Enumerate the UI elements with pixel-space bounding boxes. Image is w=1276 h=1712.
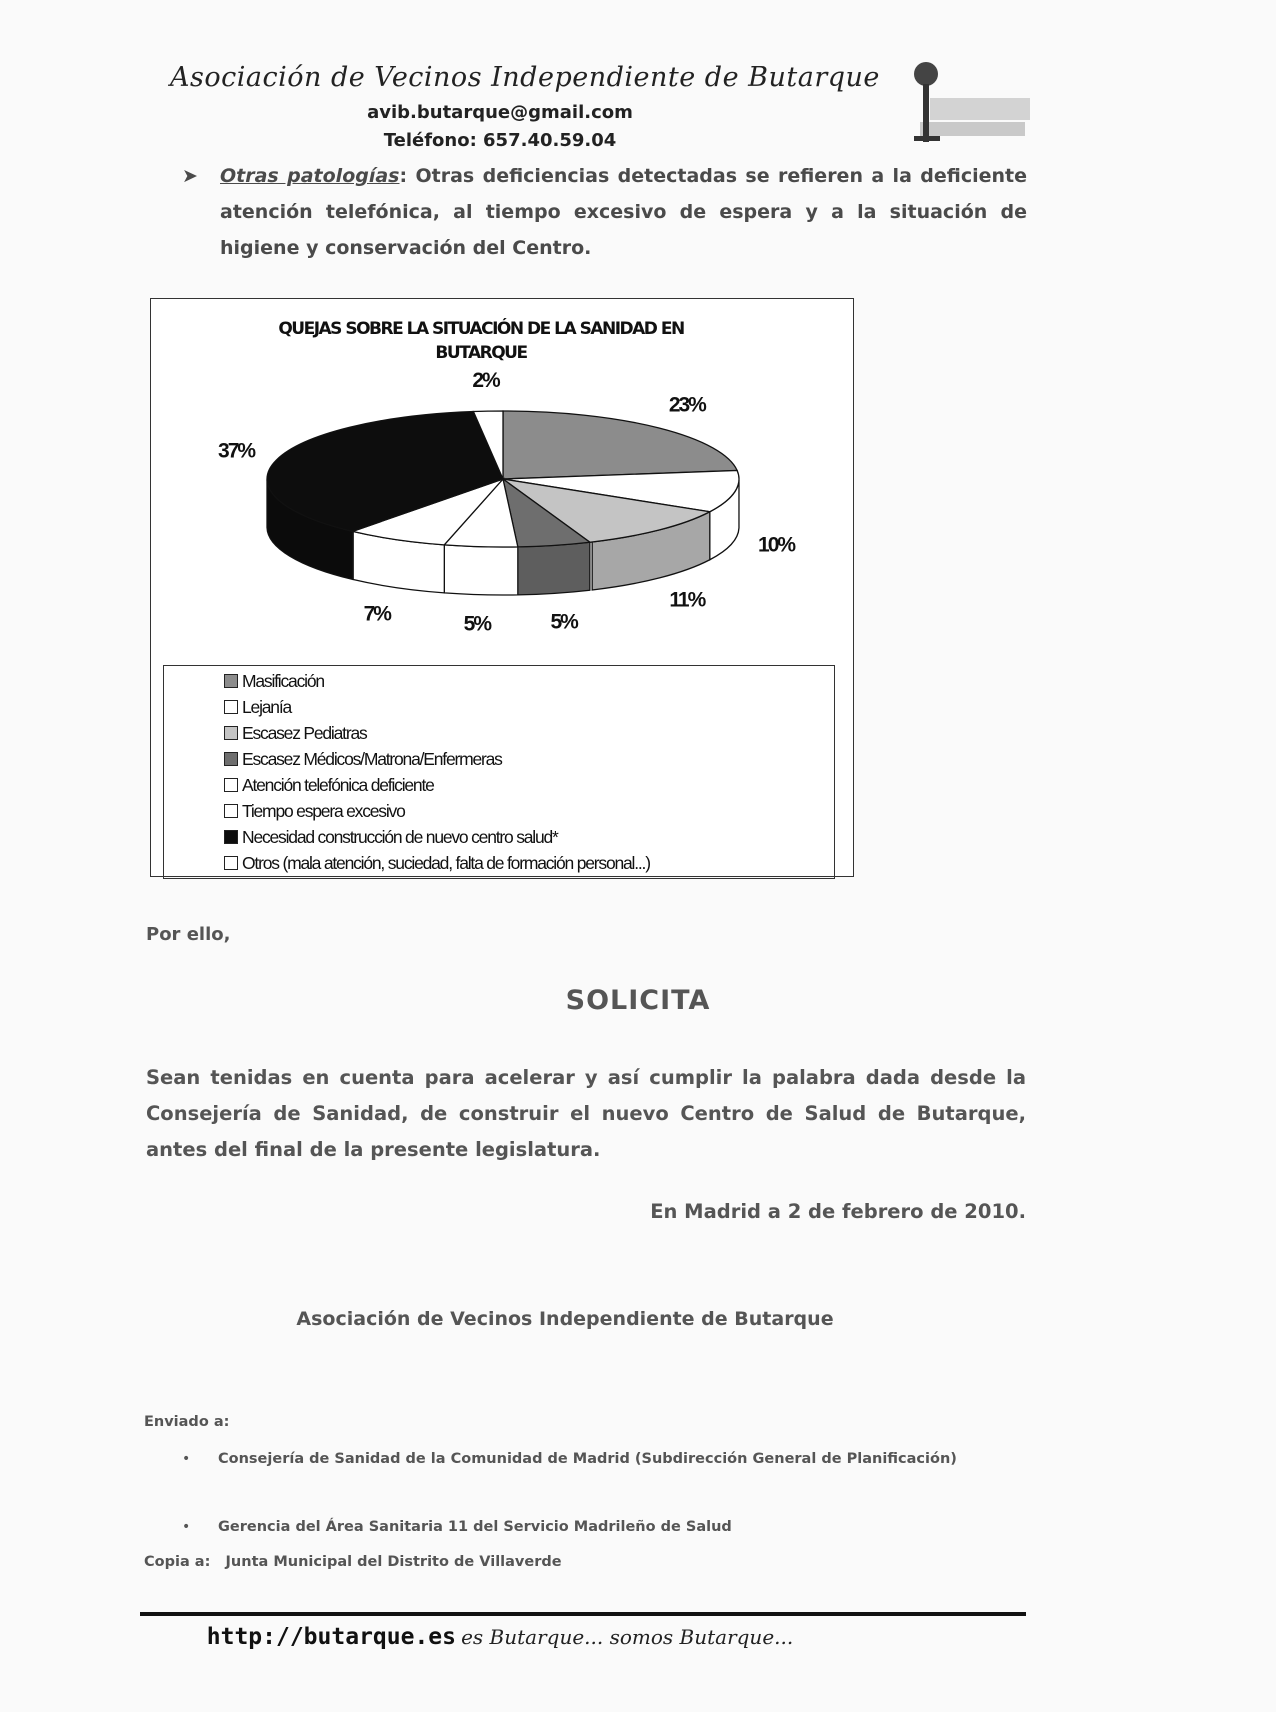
pie-label-5: 7%: [363, 602, 390, 626]
copia-line: [144, 1554, 562, 1570]
pie-chart: [151, 299, 853, 665]
recipient-1: Consejería de Sanidad de la Comunidad de Madrid (Subdirección General de Planificación): [218, 1451, 957, 1467]
legend-label: Escasez Médicos/Matrona/Enfermeras: [242, 749, 502, 769]
chart-title-line-1: QUEJAS SOBRE LA SITUACIÓN DE LA SANIDAD EN: [278, 319, 684, 339]
legend-item: [224, 772, 434, 798]
pie-label-2: 11%: [669, 588, 705, 612]
bullet-text: : Otras deficiencias detectadas se refieren a la deficiente atención telefónica, al tiempo excesivo de espera y a la situación de higiene y conservación del Centro.: [220, 165, 1028, 259]
otras-patologias-paragraph: [182, 158, 1027, 266]
legend-swatch: [224, 778, 238, 792]
bullet-lead: Otras patologías: [220, 165, 400, 187]
bullet-dot-icon: •: [182, 1519, 191, 1535]
legend-swatch: [224, 830, 238, 844]
legend-item: [224, 798, 405, 824]
legend-label: Atención telefónica deficiente: [242, 775, 434, 795]
legend-item: [224, 694, 291, 720]
chart-legend: [163, 665, 835, 879]
bullet-dot-icon: •: [182, 1451, 191, 1467]
legend-item: [224, 720, 367, 746]
enviado-label: Enviado a:: [144, 1414, 230, 1430]
legend-label: Tiempo espera excesivo: [242, 801, 405, 821]
legend-label: Masificación: [242, 671, 324, 691]
pie-side-4: [444, 545, 518, 595]
copia-label: Copia a:: [144, 1554, 211, 1570]
por-ello-text: Por ello,: [146, 924, 231, 945]
pie-label-1: 10%: [758, 533, 795, 557]
arrow-bullet-icon: ➤: [182, 165, 198, 187]
legend-swatch: [224, 674, 238, 688]
signature-line: Asociación de Vecinos Independiente de Butarque: [296, 1308, 834, 1330]
pie-label-4: 5%: [463, 612, 491, 636]
association-title: Asociación de Vecinos Independiente de Butarque: [170, 62, 880, 93]
legend-label: Otros (mala atención, suciedad, falta de formación personal...): [242, 853, 650, 873]
solicita-heading: SOLICITA: [565, 985, 711, 1016]
pie-label-3: 5%: [550, 610, 577, 634]
copia-value: Junta Municipal del Distrito de Villaverde: [225, 1554, 562, 1570]
pie-slice-0: [503, 411, 737, 479]
pie-label-0: 23%: [668, 393, 705, 417]
chart-title-line-2: BUTARQUE: [435, 343, 527, 363]
footer-rule: [140, 1612, 1026, 1616]
footer-slogan: es Butarque... somos Butarque...: [461, 1625, 794, 1649]
complaints-chart: [150, 298, 854, 877]
legend-item: [224, 824, 558, 850]
legend-label: Escasez Pediatras: [242, 723, 367, 743]
legend-item: [224, 746, 502, 772]
legend-swatch: [224, 856, 238, 870]
association-logo: [900, 60, 1030, 150]
legend-swatch: [224, 726, 238, 740]
pie-label-6: 37%: [218, 439, 255, 463]
legend-item: [224, 850, 650, 876]
header-phone: Teléfono: 657.40.59.04: [383, 130, 617, 151]
date-line: En Madrid a 2 de febrero de 2010.: [650, 1200, 1026, 1223]
pie-side-3: [518, 542, 590, 595]
footer: [0, 1624, 1000, 1650]
header-email: avib.butarque@gmail.com: [367, 102, 633, 123]
legend-swatch: [224, 804, 238, 818]
legend-label: Necesidad construcción de nuevo centro salud*: [242, 827, 558, 847]
footer-url: http://butarque.es: [206, 1624, 456, 1650]
pie-label-7: 2%: [472, 369, 499, 393]
legend-item: [224, 668, 324, 694]
legend-swatch: [224, 700, 238, 714]
legend-swatch: [224, 752, 238, 766]
recipient-2: Gerencia del Área Sanitaria 11 del Servicio Madrileño de Salud: [218, 1519, 732, 1535]
request-paragraph: Sean tenidas en cuenta para acelerar y así cumplir la palabra dada desde la Consejería de Sanidad, de construir el nuevo Centro de Salud de Butarque, antes del final de la presente legislatura.: [146, 1066, 1026, 1161]
legend-label: Lejanía: [242, 697, 292, 717]
